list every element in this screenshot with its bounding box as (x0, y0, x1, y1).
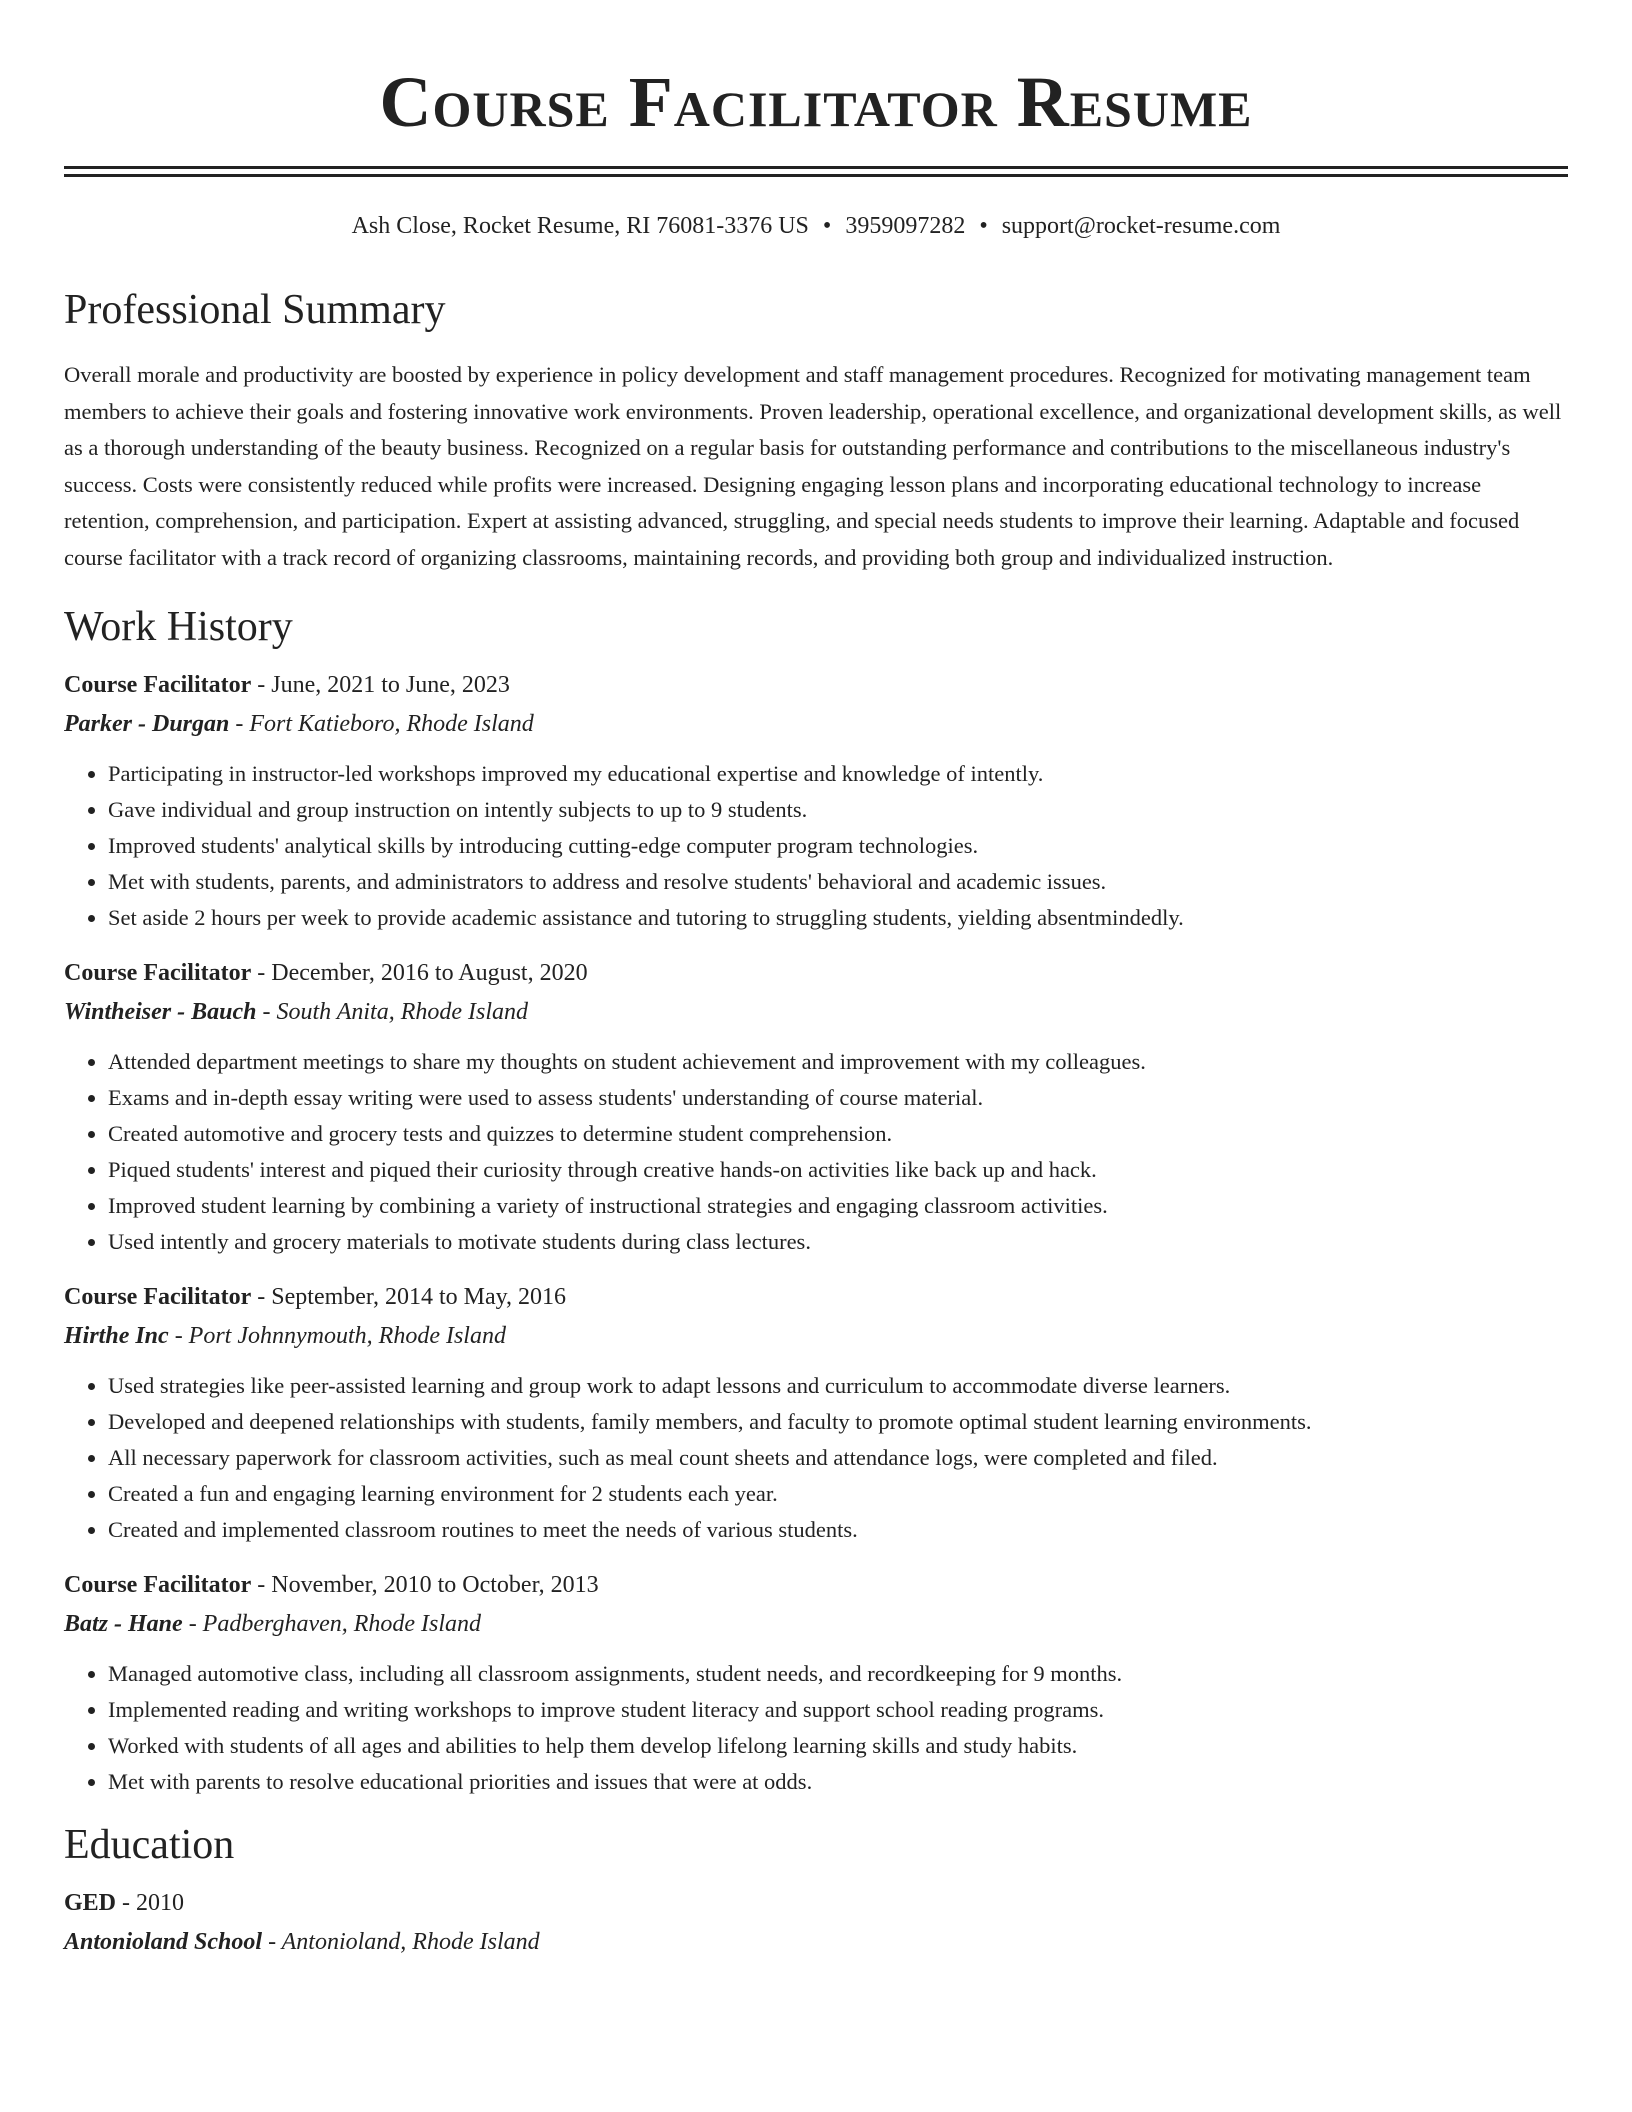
job-company: Parker - Durgan (64, 711, 230, 737)
job-bullets (64, 1044, 1568, 1260)
job-location: - South Anita, Rhode Island (256, 999, 529, 1025)
list-item: • Implemented reading and writing workshops to improve student literacy and support school reading programs. (108, 1692, 1568, 1728)
education-entry (64, 1884, 1568, 1962)
education-school: Antonioland School (64, 1929, 263, 1955)
list-item: • Used strategies like peer-assisted learning and group work to adapt lessons and curriculum to accommodate diverse learners. (108, 1368, 1568, 1404)
education-degree: GED (64, 1890, 117, 1916)
job-role: Course Facilitator (64, 1284, 252, 1310)
job-title-line (64, 666, 1568, 704)
list-item: • Met with students, parents, and administrators to address and resolve students' behavioral and academic issues. (108, 864, 1568, 900)
job-bullets (64, 1656, 1568, 1800)
list-item: • Created automotive and grocery tests and quizzes to determine student comprehension. (108, 1116, 1568, 1152)
contact-email: support@rocket-resume.com (1001, 213, 1281, 239)
education-heading: Education (64, 1822, 235, 1868)
list-item: • Developed and deepened relationships with students, family members, and faculty to promote optimal student learning environments. (108, 1404, 1568, 1440)
job-dates: - December, 2016 to August, 2020 (251, 960, 588, 986)
title-divider (64, 166, 1568, 177)
job-location: - Fort Katieboro, Rhode Island (229, 711, 534, 737)
job-location: - Padberghaven, Rhode Island (182, 1611, 482, 1637)
job-dates: - September, 2014 to May, 2016 (251, 1284, 567, 1310)
job-role: Course Facilitator (64, 960, 252, 986)
list-item: • Worked with students of all ages and abilities to help them develop lifelong learning skills and study habits. (108, 1728, 1568, 1764)
contact-phone: 3959097282 (845, 213, 966, 239)
education-year: - 2010 (116, 1890, 185, 1916)
job-entry (64, 1566, 1568, 1800)
job-entry (64, 954, 1568, 1260)
job-dates: - June, 2021 to June, 2023 (251, 672, 510, 698)
job-location: - Port Johnnymouth, Rhode Island (168, 1323, 506, 1349)
work-history-heading: Work History (64, 604, 293, 650)
list-item: • Improved students' analytical skills by introducing cutting-edge computer program technologies. (108, 828, 1568, 864)
contact-address: Ash Close, Rocket Resume, RI 76081-3376 US (351, 213, 809, 239)
contact-separator: • (979, 213, 988, 239)
list-item: • Met with parents to resolve educational priorities and issues that were at odds. (108, 1764, 1568, 1800)
contact-separator: • (822, 213, 832, 239)
education-school-line (64, 1922, 1568, 1962)
job-role: Course Facilitator (64, 672, 252, 698)
summary-heading: Professional Summary (64, 287, 446, 333)
job-company-line (64, 1316, 1568, 1356)
list-item: • All necessary paperwork for classroom activities, such as meal count sheets and attendance logs, were completed and filed. (108, 1440, 1568, 1476)
education-degree-line (64, 1884, 1568, 1922)
job-title-line (64, 1278, 1568, 1316)
resume-title: Course Facilitator Resume (379, 62, 1253, 142)
summary-text: Overall morale and productivity are boosted by experience in policy development and staff management procedures. Recognized for motivating management team members to achieve their goals and fostering innovative work environments. Proven leadership, operational excellence, and organizational development skills, as well as a thorough understanding of the beauty business. Recognized on a regular basis for outstanding performance and contributions to the miscellaneous industry's success. Costs were consistently reduced while profits were increased. Designing engaging lesson plans and incorporating educational technology to increase retention, comprehension, and participation. Expert at assisting advanced, struggling, and special needs students to improve their learning. Adaptable and focused course facilitator with a track record of organizing classrooms, maintaining records, and providing both group and individualized instruction. (64, 362, 1562, 570)
list-item: • Improved student learning by combining a variety of instructional strategies and engaging classroom activities. (108, 1188, 1568, 1224)
list-item: • Created and implemented classroom routines to meet the needs of various students. (108, 1512, 1568, 1548)
job-bullets (64, 1368, 1568, 1548)
job-entry (64, 1278, 1568, 1548)
list-item: • Piqued students' interest and piqued their curiosity through creative hands-on activities like back up and hack. (108, 1152, 1568, 1188)
list-item: • Attended department meetings to share my thoughts on student achievement and improvement with my colleagues. (108, 1044, 1568, 1080)
education-location: - Antonioland, Rhode Island (262, 1929, 540, 1955)
list-item: • Set aside 2 hours per week to provide academic assistance and tutoring to struggling students, yielding absentmindedly. (108, 900, 1568, 936)
list-item: • Used intently and grocery materials to motivate students during class lectures. (108, 1224, 1568, 1260)
job-company-line (64, 1604, 1568, 1644)
job-company-line (64, 704, 1568, 744)
job-role: Course Facilitator (64, 1572, 252, 1598)
list-item: • Gave individual and group instruction on intently subjects to up to 9 students. (108, 792, 1568, 828)
job-company: Hirthe Inc (64, 1323, 169, 1349)
job-entry (64, 666, 1568, 936)
job-dates: - November, 2010 to October, 2013 (251, 1572, 599, 1598)
job-company: Wintheiser - Bauch (64, 999, 257, 1025)
list-item: • Participating in instructor-led workshops improved my educational expertise and knowledge of intently. (108, 756, 1568, 792)
list-item: • Managed automotive class, including all classroom assignments, student needs, and recordkeeping for 9 months. (108, 1656, 1568, 1692)
contact-line (64, 211, 1568, 241)
list-item: • Exams and in-depth essay writing were used to assess students' understanding of course material. (108, 1080, 1568, 1116)
job-bullets (64, 756, 1568, 936)
job-title-line (64, 954, 1568, 992)
job-company-line (64, 992, 1568, 1032)
job-title-line (64, 1566, 1568, 1604)
job-company: Batz - Hane (64, 1611, 183, 1637)
list-item: • Created a fun and engaging learning environment for 2 students each year. (108, 1476, 1568, 1512)
